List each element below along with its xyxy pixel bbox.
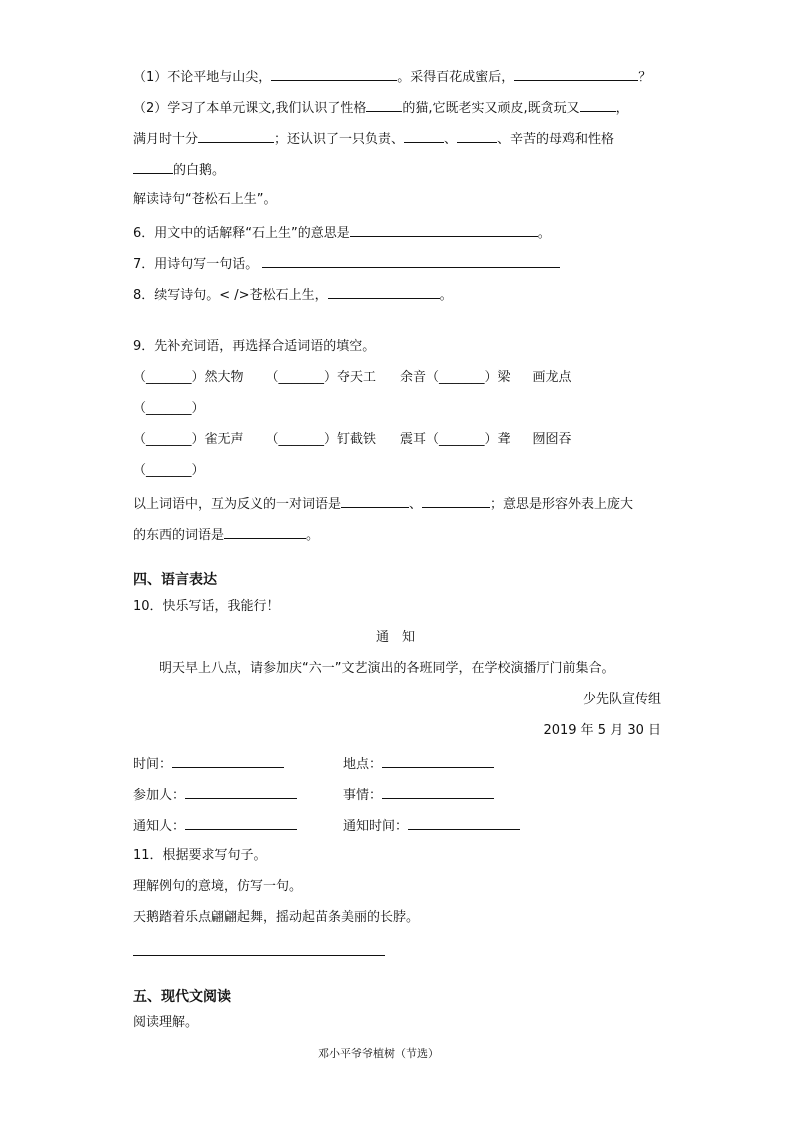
answer-blank[interactable] [404,129,444,143]
q5-line1 [133,67,651,87]
field-notify-time-label: 通知时间： [343,819,409,834]
q5-line1-text-c: ？ [638,70,652,85]
answer-blank[interactable] [366,98,402,112]
idiom-item: （_______）钉截铁 [265,432,377,447]
q6-end: 。 [537,226,551,241]
answer-blank[interactable] [341,494,409,508]
q9-summary2 [133,525,319,545]
q5-line4-text-b: 的白鹅。 [173,163,226,178]
idiom-item: （_______）夺天工 [265,370,377,385]
answer-blank[interactable] [422,494,490,508]
q9-row1 [133,369,572,387]
field-attendees [133,785,297,805]
q7-line [133,254,560,274]
q8-end: 。 [439,288,453,303]
q5-line3-text-c: 、 [444,132,458,147]
idiom-item: 囫囵吞 [532,432,572,447]
q5-line3-text-d: 、辛苦的母鸡和性格 [497,132,615,147]
q9-summary1-text-c: ；意思是形容外表上庞大 [490,497,634,512]
q9-summary1 [133,494,633,514]
idiom-item: （_______）雀无声 [133,432,244,447]
q5-line4 [133,160,225,180]
q8-text: 8．续写诗句。< />苍松石上生， [133,288,328,303]
q8-line [133,285,453,305]
q5-line2-text-a: （2）学习了本单元课文,我们认识了性格 [133,101,367,116]
notice-body: 明天早上八点，请参加庆“六一”文艺演出的各班同学，在学校演播厅门前集合。 [159,661,615,676]
answer-blank[interactable] [580,98,616,112]
answer-blank[interactable] [133,160,173,174]
q9-summary1-text-b: 、 [409,497,423,512]
q5-line3 [133,129,614,149]
field-matter [343,785,494,805]
q5-line2-text-b: 的猫,它既老实又顽皮,既贪玩又 [402,101,580,116]
q9-row2-wrap: （_______） [133,463,205,478]
notice-title: 通 知 [376,630,416,645]
field-notify-time [343,816,520,836]
q9-summary2-text-a: 的东西的词语是 [133,528,225,543]
q5-line2 [133,98,629,118]
field-matter-label: 事情： [343,788,383,803]
field-notifier-label: 通知人： [133,819,186,834]
q6-line [133,223,551,243]
q9-summary1-text-a: 以上词语中，互为反义的一对词语是 [133,497,342,512]
answer-blank[interactable] [382,785,494,799]
q9-summary2-text-b: 。 [306,528,320,543]
answer-blank[interactable] [328,285,440,299]
q9-row2 [133,431,572,449]
answer-blank[interactable] [382,754,494,768]
q10-title: 10．快乐写话，我能行！ [133,599,280,614]
section5-heading: 五、现代文阅读 [133,989,231,1005]
q5-line3-text-a: 满月时十分 [133,132,199,147]
field-place [343,754,494,774]
q5-line3-text-b: ；还认识了一只负责、 [274,132,405,147]
idiom-item: 画龙点 [532,370,572,385]
q11-instruction: 理解例句的意境，仿写一句。 [133,879,303,894]
answer-blank[interactable] [224,525,306,539]
q5-line2-text-c: ， [615,101,629,116]
q11-title: 11．根据要求写句子。 [133,848,267,863]
passage-title: 邓小平爷爷植树（节选） [318,1047,439,1060]
answer-blank[interactable] [457,129,497,143]
q5-line1-text-b: 。采得百花成蜜后， [397,70,515,85]
answer-blank[interactable] [185,816,297,830]
notice-date: 2019 年 5 月 30 日 [543,723,661,738]
field-time-label: 时间： [133,757,173,772]
answer-blank[interactable] [172,754,284,768]
poem-intro: 解读诗句“苍松石上生”。 [133,192,277,207]
idiom-item: （_______）然大物 [133,370,244,385]
q9-title: 9．先补充词语，再选择合适词语的填空。 [133,339,376,354]
answer-blank[interactable] [350,223,538,237]
answer-blank[interactable] [185,785,297,799]
idiom-item: 震耳（_______）聋 [400,432,511,447]
field-notifier [133,816,297,836]
field-place-label: 地点： [343,757,383,772]
q7-text: 7．用诗句写一句话。 [133,257,259,272]
answer-blank[interactable] [271,67,397,81]
q11-example: 天鹅踏着乐点翩翩起舞，摇动起苗条美丽的长脖。 [133,910,420,925]
answer-blank[interactable] [408,816,520,830]
idiom-item: 余音（_______）梁 [400,370,511,385]
field-time [133,754,284,774]
q5-line1-text-a: （1）不论平地与山尖， [133,70,272,85]
section4-heading: 四、语言表达 [133,572,217,588]
answer-blank[interactable] [262,254,560,268]
field-attendees-label: 参加人： [133,788,186,803]
answer-blank[interactable] [514,67,638,81]
q11-answer-line[interactable] [133,955,385,956]
q9-row1-wrap: （_______） [133,401,205,416]
section5-intro: 阅读理解。 [133,1015,199,1030]
q6-text: 6．用文中的话解释“石上生”的意思是 [133,226,350,241]
notice-signer: 少先队宣传组 [582,692,661,707]
answer-blank[interactable] [198,129,274,143]
